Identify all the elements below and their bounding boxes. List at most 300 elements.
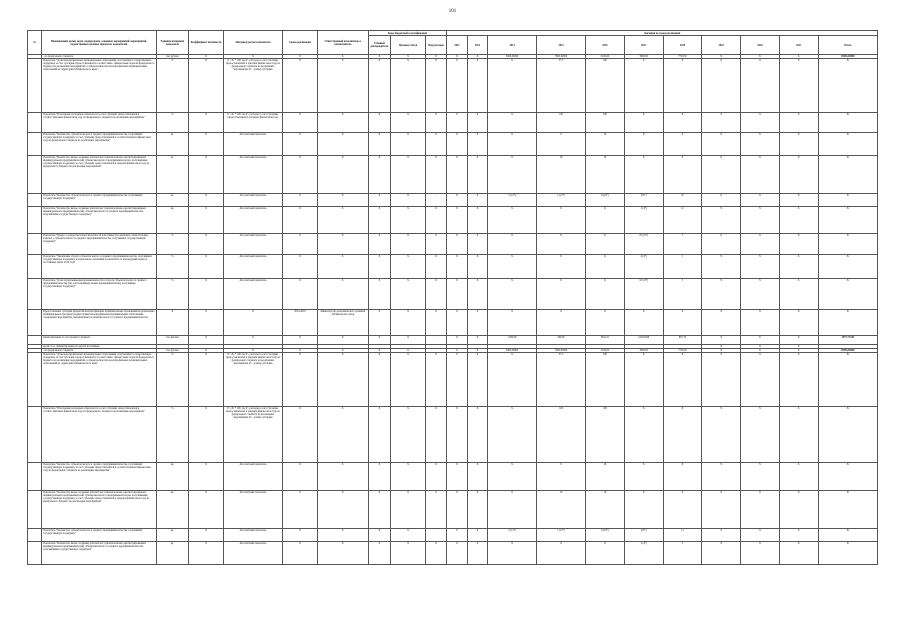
row-year-value-cell: X	[741, 353, 780, 407]
row-year-value-cell: X	[741, 113, 780, 133]
row-total-cell: X	[818, 491, 877, 529]
row-year-value-cell: X	[779, 133, 818, 156]
row-year-value-cell: X	[488, 407, 537, 463]
row-exptype-cell: X	[425, 207, 446, 234]
row-unit-cell: тыс.рублей	[156, 349, 189, 353]
row-year-value-cell: 2100,00	[586, 55, 625, 59]
row-exptype-cell: -	[425, 336, 446, 345]
row-year-value-cell: X	[663, 407, 702, 463]
row-year-value-cell: X	[447, 353, 467, 407]
row-year-value-cell: X	[779, 113, 818, 133]
row-total-cell: X	[818, 279, 877, 310]
row-year-value-cell: X	[779, 310, 818, 336]
row-year-value-cell: X	[467, 310, 487, 336]
row-year-value-cell: X	[741, 529, 780, 542]
row-term-cell: X	[283, 529, 318, 542]
program-indicators-table	[27, 30, 878, 565]
row-responsible-cell: X	[317, 463, 368, 491]
row-responsible-cell: X	[317, 349, 368, 353]
row-year-value-cell: 4 (4*)	[624, 255, 663, 279]
row-responsible-cell: X	[317, 279, 368, 310]
program-table-sheet	[27, 30, 878, 565]
row-year-value-cell: X	[467, 194, 487, 207]
col-header-year: 2015	[537, 36, 586, 55]
row-year-value-cell: X	[537, 310, 586, 336]
row-unit-cell: %	[156, 113, 189, 133]
row-year-value-cell: X	[488, 59, 537, 113]
row-coef-cell: X	[189, 542, 224, 565]
row-year-value-cell: 12	[663, 207, 702, 234]
row-term-cell: X	[283, 491, 318, 529]
row-year-value-cell: X	[537, 279, 586, 310]
row-coef-cell: X	[189, 407, 224, 463]
row-exptype-cell: -	[425, 349, 446, 353]
row-year-value-cell: X	[741, 279, 780, 310]
table-row	[28, 542, 878, 565]
row-total-cell: X	[818, 59, 877, 113]
row-number-cell	[28, 491, 42, 529]
row-year-value-cell: X	[741, 310, 780, 336]
row-year-value-cell: 100	[586, 113, 625, 133]
row-year-value-cell: 2(3*)	[624, 529, 663, 542]
row-year-value-cell: X	[779, 255, 818, 279]
row-year-value-cell: X	[586, 310, 625, 336]
row-number-cell	[28, 207, 42, 234]
row-year-value-cell: X	[488, 491, 537, 529]
row-year-value-cell: X	[779, 353, 818, 407]
row-year-value-cell: X	[447, 491, 467, 529]
row-year-value-cell: 2(3*)	[624, 194, 663, 207]
row-exptype-cell: X	[425, 310, 446, 336]
row-year-value-cell: X	[702, 207, 741, 234]
row-number-cell	[28, 336, 42, 345]
row-name-cell: Показатель "Количество вновь созданных рабочих мест (включая вновь зарегистрированных индивидуальных предпринимателей) субъектами малого предпринимательства, получившими государственную поддержку за счет субсидии, предоставленной в текущем финансовом году из федерального бюджета на реализацию мероприятия"	[42, 491, 156, 529]
row-year-value-cell: 5	[663, 542, 702, 565]
row-admin-cell: X	[368, 156, 390, 194]
row-admin-cell: X	[368, 207, 390, 234]
row-year-value-cell: X	[447, 156, 467, 194]
row-year-value-cell: X	[447, 59, 467, 113]
row-unit-cell: ед.	[156, 491, 189, 529]
row-coef-cell: X	[189, 156, 224, 194]
row-number-cell	[28, 113, 42, 133]
row-number-cell	[28, 463, 42, 491]
row-unit-cell: %	[156, 353, 189, 407]
row-year-value-cell: X	[447, 194, 467, 207]
row-year-value-cell: 225,92846	[624, 336, 663, 345]
row-name-cell: Показатель "Количество субъектов малого и среднего предпринимательства, получивших государственную поддержку за счет субсидии, предоставленной в соответствующем финансовом году из федерального бюджета на реализацию мероприятия"	[42, 133, 156, 156]
row-method-cell: X	[223, 349, 282, 353]
row-year-value-cell: X	[537, 234, 586, 255]
row-year-value-cell: X	[702, 353, 741, 407]
row-year-value-cell: X	[467, 529, 487, 542]
col-header-name: Наименование целей, задач, подпрограмм, основных мероприятий, мероприятий, ведомственных целевых программ, показателей	[42, 31, 156, 55]
row-method-cell: X	[223, 336, 282, 345]
row-article-cell: X	[391, 336, 426, 345]
row-year-value-cell: X	[663, 310, 702, 336]
row-unit-cell: тыс.рублей	[156, 55, 189, 59]
row-name-cell: кроме того, финансирование из других источников	[42, 345, 156, 349]
row-unit-cell: %	[156, 407, 189, 463]
row-year-value-cell: X	[702, 255, 741, 279]
row-article-cell: X	[391, 194, 426, 207]
row-admin-cell: X	[368, 349, 390, 353]
row-year-value-cell: X	[447, 255, 467, 279]
row-article-cell: X	[391, 463, 426, 491]
row-year-value-cell: X	[779, 345, 818, 349]
row-year-value-cell: X	[467, 349, 487, 353]
row-unit-cell: ед.	[156, 529, 189, 542]
row-article-cell: X	[391, 310, 426, 336]
row-coef-cell: X	[189, 234, 224, 255]
row-year-value-cell: X	[702, 310, 741, 336]
row-admin-cell: X	[368, 491, 390, 529]
row-year-value-cell: 3600,00000	[488, 349, 537, 353]
row-coef-cell: X	[189, 279, 224, 310]
row-name-cell: Показатель "Количество вновь созданных рабочих мест (включая вновь зарегистрированных индивидуальных предпринимателей) субъектами малого и среднего предпринимательства, получившими государственную поддержку"	[42, 207, 156, 234]
row-year-value-cell: X	[447, 542, 467, 565]
row-unit-cell: %	[156, 279, 189, 310]
row-coef-cell: X	[189, 529, 224, 542]
row-year-value-cell: 1	[663, 234, 702, 255]
row-article-cell: X	[391, 133, 426, 156]
row-year-value-cell: X	[537, 542, 586, 565]
row-name-cell: - из федерального бюджета	[42, 55, 156, 59]
row-responsible-cell: X	[317, 207, 368, 234]
row-year-value-cell: 37,5	[537, 59, 586, 113]
col-header-year: 2017	[624, 36, 663, 55]
row-year-value-cell: X	[467, 255, 487, 279]
row-name-cell: Показатель "Исполнение расходных обязательств за счет субсидии, предоставленной в соответствующем финансовом году из федерального бюджета на реализацию мероприятия"	[42, 113, 156, 133]
row-year-value-cell: X	[467, 156, 487, 194]
row-year-value-cell: X	[702, 407, 741, 463]
row-year-value-cell: X	[741, 156, 780, 194]
row-year-value-cell: X	[447, 207, 467, 234]
row-year-value-cell: X	[447, 310, 467, 336]
row-term-cell: X	[283, 542, 318, 565]
row-exptype-cell: X	[425, 255, 446, 279]
row-year-value-cell: 10 (10*)	[624, 279, 663, 310]
row-year-value-cell: 16	[537, 491, 586, 529]
row-number-cell	[28, 407, 42, 463]
row-year-value-cell: X	[586, 542, 625, 565]
row-year-value-cell: X	[586, 255, 625, 279]
row-responsible-cell: X	[317, 255, 368, 279]
row-year-value-cell: X	[741, 255, 780, 279]
table-row	[28, 234, 878, 255]
row-year-value-cell: X	[702, 55, 741, 59]
row-number-cell	[28, 59, 42, 113]
row-exptype-cell: -	[425, 194, 446, 207]
col-header-year: 2016	[586, 36, 625, 55]
table-row	[28, 279, 878, 310]
row-year-value-cell: 37,5	[537, 353, 586, 407]
row-term-cell: X	[283, 255, 318, 279]
row-year-value-cell: 1	[663, 255, 702, 279]
row-year-value-cell: X	[663, 491, 702, 529]
row-year-value-cell: X	[488, 310, 537, 336]
row-responsible-cell: X	[317, 353, 368, 407]
row-total-cell: X	[818, 234, 877, 255]
row-year-value-cell: X	[624, 133, 663, 156]
row-method-cell: Абсолютный показатель	[223, 491, 282, 529]
row-method-cell: Абсолютный показатель	[223, 529, 282, 542]
row-name-cell: Показатель "Количество субъектов малого и среднего предпринимательства, получивших государственную поддержку за счет субсидии, предоставленной в соответствующем финансовом году из федерального бюджета на реализацию мероприятия"	[42, 463, 156, 491]
row-total-cell: X	[818, 156, 877, 194]
row-year-value-cell: X	[447, 279, 467, 310]
row-year-value-cell: X	[624, 353, 663, 407]
row-year-value-cell: X	[702, 194, 741, 207]
row-year-value-cell: 100	[586, 59, 625, 113]
row-coef-cell: X	[189, 133, 224, 156]
row-year-value-cell: X	[663, 353, 702, 407]
row-exptype-cell: X	[425, 491, 446, 529]
col-header-coefficient: Коэффициент значимости	[189, 31, 224, 55]
row-name-cell: Показатель "Увеличение оборота субъектов малого и среднего предпринимательства, получивших государственную поддержку, в процентном отношении к показателю за предыдущий период в постоянных ценах 2014 года"	[42, 255, 156, 279]
row-year-value-cell: X	[467, 279, 487, 310]
row-year-value-cell: X	[467, 491, 487, 529]
row-admin-cell: X	[368, 59, 390, 113]
col-header-unit: Единица измерения показателя	[156, 31, 189, 55]
row-year-value-cell: X	[779, 156, 818, 194]
col-header-responsible: Ответственный исполнитель и соисполнитель	[317, 31, 368, 55]
row-article-cell: X	[391, 542, 426, 565]
row-year-value-cell: 1 900,00	[488, 336, 537, 345]
row-term-cell: X	[283, 279, 318, 310]
row-year-value-cell: X	[702, 156, 741, 194]
row-name-cell: Показатель "Количество субъектов малого и среднего предпринимательства, получивших государственную поддержку"	[42, 529, 156, 542]
row-name-cell: Показатель "Доля монопрофильных муниципальных образований, получающих государственную поддержку за счет субсидии, предоставленной в соответствии с финансовым годом из федерального бюджета на реализацию мероприятий, в общем количестве монопрофильных муниципальных образований на территории Забайкальского края"	[42, 59, 156, 113]
col-header-year: 2012	[447, 36, 467, 55]
row-year-value-cell: X	[624, 310, 663, 336]
row-total-cell: X	[818, 542, 877, 565]
row-unit-cell: ед.	[156, 207, 189, 234]
row-year-value-cell: X	[488, 542, 537, 565]
col-header-budget-codes: Коды бюджетной классификации	[368, 31, 447, 36]
row-year-value-cell: X	[447, 336, 467, 345]
row-exptype-cell: X	[425, 279, 446, 310]
table-body	[28, 55, 878, 565]
col-header-number: №	[28, 31, 42, 55]
row-year-value-cell: X	[447, 133, 467, 156]
row-year-value-cell: 7720,50	[663, 349, 702, 353]
row-year-value-cell: X	[779, 336, 818, 345]
row-term-cell: X	[283, 407, 318, 463]
row-year-value-cell: 11	[663, 529, 702, 542]
row-admin-cell: X	[368, 310, 390, 336]
row-term-cell: X	[283, 234, 318, 255]
row-year-value-cell: X	[663, 156, 702, 194]
row-year-value-cell: X	[467, 542, 487, 565]
page-number: 101	[448, 9, 457, 14]
row-coef-cell: X	[189, 349, 224, 353]
row-year-value-cell: 10	[663, 194, 702, 207]
row-number-cell	[28, 156, 42, 194]
row-year-value-cell: 8 (10*)	[586, 529, 625, 542]
row-year-value-cell: X	[467, 133, 487, 156]
row-unit-cell: %	[156, 234, 189, 255]
row-year-value-cell: 7720,50	[663, 55, 702, 59]
row-year-value-cell: X	[624, 59, 663, 113]
row-total-cell: X	[818, 255, 877, 279]
row-year-value-cell: 2100,00	[586, 349, 625, 353]
row-year-value-cell: X	[447, 55, 467, 59]
row-exptype-cell: X	[425, 463, 446, 491]
table-row	[28, 407, 878, 463]
table-row	[28, 255, 878, 279]
row-year-value-cell: 16	[537, 156, 586, 194]
row-method-cell: P = Pc * 100, где P - расходы за счет субсидии, предоставленной в текущем финансовом году из федерального бюджета на реализацию мероприятия, Pc - размер субсидии	[223, 59, 282, 113]
row-term-cell: X	[283, 133, 318, 156]
row-year-value-cell: 25 (25*)	[624, 234, 663, 255]
row-responsible-cell: X	[317, 336, 368, 345]
table-row	[28, 491, 878, 529]
row-unit-cell: X	[156, 310, 189, 336]
row-year-value-cell: X	[488, 234, 537, 255]
row-admin-cell: X	[368, 279, 390, 310]
row-year-value-cell: X	[779, 542, 818, 565]
row-year-value-cell: 100	[537, 113, 586, 133]
row-year-value-cell: X	[624, 156, 663, 194]
row-year-value-cell: 200,00	[537, 336, 586, 345]
row-year-value-cell: 1 (4*)	[624, 207, 663, 234]
row-term-cell: X	[283, 59, 318, 113]
row-coef-cell: X	[189, 336, 224, 345]
row-year-value-cell: X	[447, 234, 467, 255]
row-name-cell: Показатель "Доля монопрофильных муниципальных образований, получающих государственную поддержку за счет субсидии, предоставленной в соответствии с финансовым годом из федерального бюджета на реализацию мероприятий, в общем количестве монопрофильных муниципальных образований на территории Забайкальского края"	[42, 353, 156, 407]
row-number-cell	[28, 353, 42, 407]
row-article-cell: X	[391, 234, 426, 255]
row-coef-cell: X	[189, 59, 224, 113]
row-total-cell: X	[818, 353, 877, 407]
row-year-value-cell: X	[537, 207, 586, 234]
row-exptype-cell: X	[425, 55, 446, 59]
row-method-cell: Абсолютный показатель	[223, 463, 282, 491]
row-total-cell: X	[818, 133, 877, 156]
table-row	[28, 336, 878, 345]
col-header-term: Сроки реализации	[283, 31, 318, 55]
row-total-cell: X	[818, 529, 877, 542]
row-year-value-cell: 1 (4*)	[624, 542, 663, 565]
row-year-value-cell: X	[741, 133, 780, 156]
row-year-value-cell: X	[779, 529, 818, 542]
row-year-value-cell: X	[741, 463, 780, 491]
row-total-cell: 3877,71746	[818, 336, 877, 345]
row-year-value-cell: X	[586, 279, 625, 310]
row-admin-cell: X	[368, 234, 390, 255]
row-article-cell: X	[391, 255, 426, 279]
row-admin-cell: X	[368, 336, 390, 345]
row-admin-cell: X	[368, 542, 390, 565]
row-coef-cell: X	[189, 255, 224, 279]
row-unit-cell: %	[156, 255, 189, 279]
row-responsible-cell: X	[317, 407, 368, 463]
row-year-value-cell: X	[741, 407, 780, 463]
row-year-value-cell: X	[467, 59, 487, 113]
col-header-method: Методика расчета показателя	[223, 31, 282, 55]
row-unit-cell: тыс.рублей	[156, 336, 189, 345]
row-name-cell: Показатель "Прирост среднесписочной численности работников (без внешних совместителей), занятых у субъектов малого и среднего предпринимательства, получивших государственную поддержку"	[42, 234, 156, 255]
row-year-value-cell: X	[741, 349, 780, 353]
row-admin-cell: X	[368, 133, 390, 156]
row-year-value-cell: X	[663, 113, 702, 133]
col-header-admin: Главный распорядитель	[368, 36, 390, 55]
row-total-cell: X	[818, 207, 877, 234]
row-year-value-cell: X	[741, 542, 780, 565]
row-year-value-cell: 1 (12*)	[537, 529, 586, 542]
row-year-value-cell: 5	[663, 279, 702, 310]
row-number-cell	[28, 234, 42, 255]
row-name-cell: - из федерального бюджета	[42, 349, 156, 353]
row-year-value-cell: X	[624, 491, 663, 529]
table-row	[28, 133, 878, 156]
row-year-value-cell: X	[741, 491, 780, 529]
row-year-value-cell: X	[702, 463, 741, 491]
row-year-value-cell: X	[488, 156, 537, 194]
row-year-value-cell: 7800,00000	[537, 55, 586, 59]
table-row	[28, 529, 878, 542]
row-coef-cell: X	[189, 207, 224, 234]
row-year-value-cell: 8	[537, 463, 586, 491]
row-exptype-cell: X	[425, 353, 446, 407]
row-unit-cell: ед.	[156, 133, 189, 156]
row-exptype-cell: X	[425, 113, 446, 133]
row-year-value-cell: X	[702, 336, 741, 345]
row-year-value-cell: 3000,00	[624, 55, 663, 59]
row-year-value-cell: X	[779, 279, 818, 310]
row-method-cell: Абсолютный показатель	[223, 279, 282, 310]
row-year-value-cell: X	[488, 353, 537, 407]
row-method-cell: Абсолютный показатель	[223, 255, 282, 279]
row-year-value-cell: X	[488, 113, 537, 133]
row-number-cell	[28, 529, 42, 542]
row-year-value-cell: 584,211	[586, 336, 625, 345]
row-exptype-cell: X	[425, 133, 446, 156]
row-name-cell: Показатель "Доля обрабатывающей промышленности в обороте субъектов малого и среднего предпринимательства (без учета индивидуальных предпринимателей), получивших государственную поддержку"	[42, 279, 156, 310]
row-year-value-cell: X	[624, 407, 663, 463]
row-term-cell: X	[283, 207, 318, 234]
row-year-value-cell: X	[447, 463, 467, 491]
row-method-cell: X	[223, 310, 282, 336]
row-year-value-cell: X	[702, 133, 741, 156]
row-total-cell: X	[818, 194, 877, 207]
row-number-cell	[28, 255, 42, 279]
row-exptype-cell: X	[425, 156, 446, 194]
row-year-value-cell: 867,70	[663, 336, 702, 345]
row-year-value-cell: X	[467, 407, 487, 463]
row-year-value-cell: X	[779, 234, 818, 255]
row-admin-cell: X	[368, 194, 390, 207]
table-row	[28, 463, 878, 491]
row-coef-cell: X	[189, 491, 224, 529]
row-year-value-cell: X	[702, 349, 741, 353]
row-responsible-cell: X	[317, 156, 368, 194]
row-exptype-cell: X	[425, 542, 446, 565]
row-exptype-cell: X	[425, 59, 446, 113]
row-admin-cell: X	[368, 55, 390, 59]
row-year-value-cell: 16	[586, 156, 625, 194]
row-name-cell: финансирование за счет краевого бюджета	[42, 336, 156, 345]
row-total-cell: X	[818, 407, 877, 463]
row-year-value-cell: X	[488, 207, 537, 234]
row-year-value-cell: X	[537, 255, 586, 279]
row-year-value-cell: X	[741, 345, 780, 349]
row-responsible-cell: X	[317, 113, 368, 133]
row-method-cell: Абсолютный показатель	[223, 133, 282, 156]
row-term-cell: 2014-2018	[283, 310, 318, 336]
table-row	[28, 156, 878, 194]
row-article-cell: X	[391, 55, 426, 59]
